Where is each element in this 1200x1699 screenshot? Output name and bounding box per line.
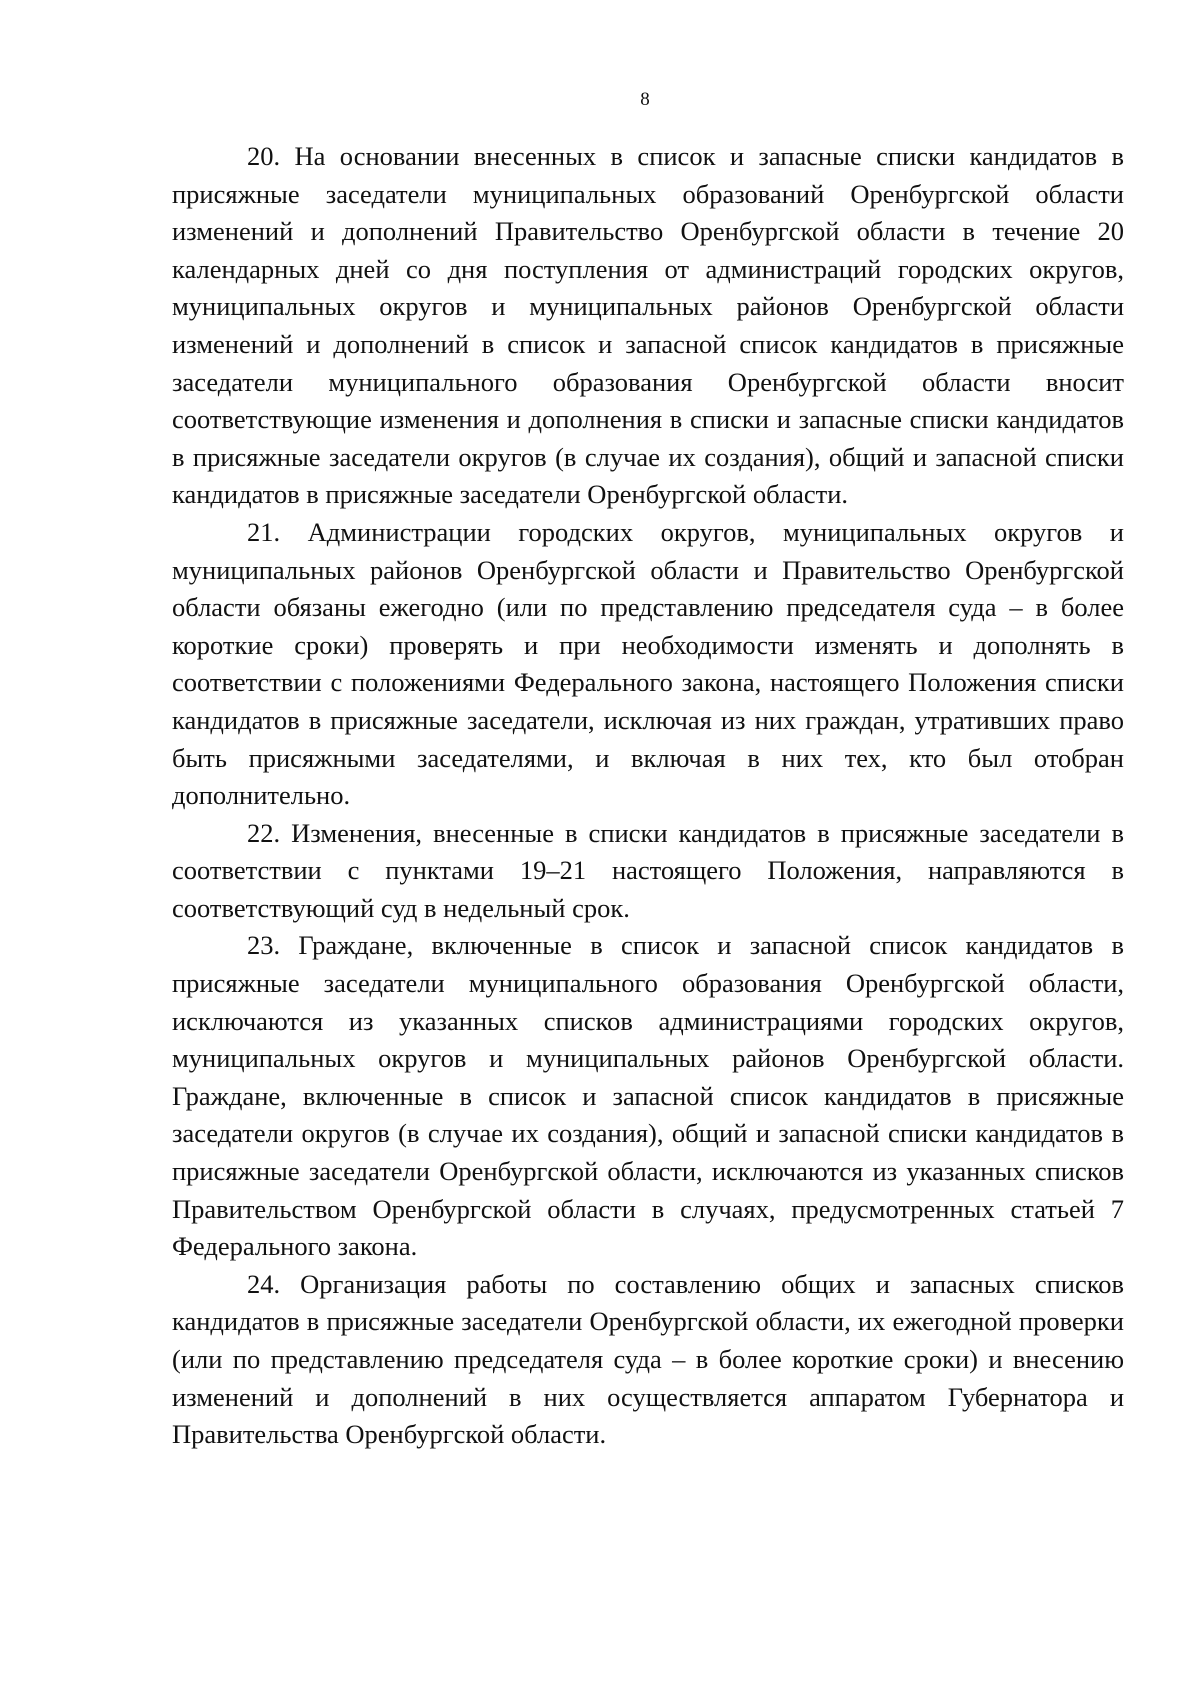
- document-body: [172, 138, 1124, 1454]
- page-number: 8: [640, 89, 650, 110]
- paragraph-24: 24. Организация работы по составлению общих и запасных списков кандидатов в присяжные заседатели Оренбургской области, их ежегодной проверки (или по представлению председателя суда – в более короткие сроки) и внесению изменений и дополнений в них осуществляется аппаратом Губернатора и Правительства Оренбургской области.: [172, 1268, 1124, 1450]
- paragraph-23: 23. Граждане, включенные в список и запасной список кандидатов в присяжные заседатели муниципального образования Оренбургской области, исключаются из указанных списков администрациями городских округов, муниципальных округов и муниципальных районов Оренбургской области. Граждане, включенные в список и запасной список кандидатов в присяжные заседатели округов (в случае их создания), общий и запасной списки кандидатов в присяжные заседатели Оренбургской области, исключаются из указанных списков Правительством Оренбургской области в случаях, предусмотренных статьей 7 Федерального закона.: [172, 930, 1124, 1262]
- paragraph-21: 21. Администрации городских округов, муниципальных округов и муниципальных районов Оренбургской области и Правительство Оренбургской области обязаны ежегодно (или по представлению председателя суда – в более короткие сроки) проверять и при необходимости изменять и дополнять в соответствии с положениями Федерального закона, настоящего Положения списки кандидатов в присяжные заседатели, исключая из них граждан, утративших право быть присяжными заседателями, и включая в них тех, кто был отобран дополнительно.: [172, 516, 1124, 811]
- paragraph-22: 22. Изменения, внесенные в списки кандидатов в присяжные заседатели в соответствии с пунктами 19–21 настоящего Положения, направляются в соответствующий суд в недельный срок.: [172, 817, 1124, 923]
- paragraph-20: 20. На основании внесенных в список и запасные списки кандидатов в присяжные заседатели муниципальных образований Оренбургской области изменений и дополнений Правительство Оренбургской области в течение 20 календарных дней со дня поступления от администраций городских округов, муниципальных округов и муниципальных районов Оренбургской области изменений и дополнений в список и запасной список кандидатов в присяжные заседатели муниципального образования Оренбургской области вносит соответствующие изменения и дополнения в списки и запасные списки кандидатов в присяжные заседатели округов (в случае их создания), общий и запасной списки кандидатов в присяжные заседатели Оренбургской области.: [172, 141, 1124, 510]
